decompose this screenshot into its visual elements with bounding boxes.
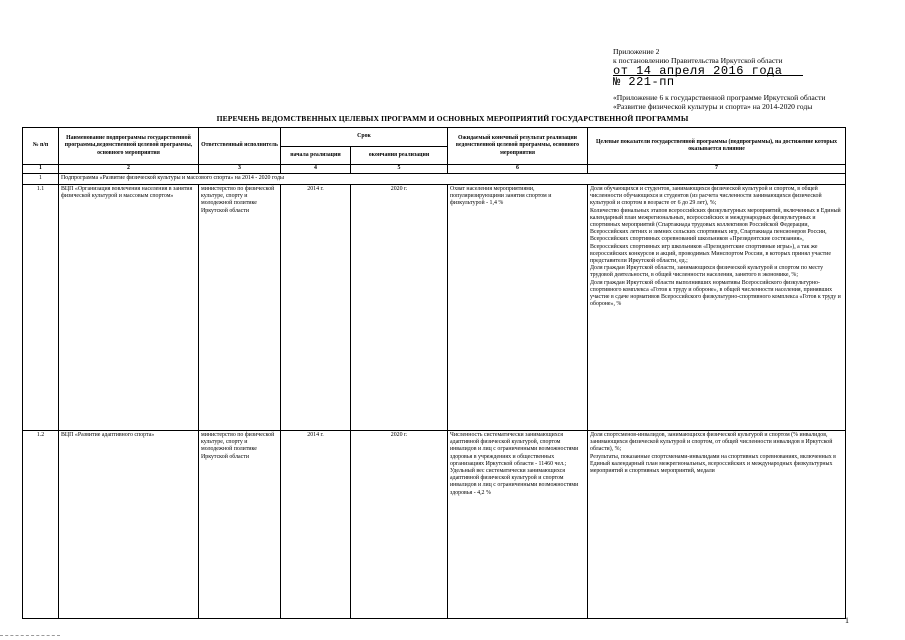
header-row [23,128,846,147]
resolution-number: № 221-пп [613,75,675,89]
col-number: 5 [351,165,448,174]
appendix-label: Приложение 2 [613,47,660,56]
subprogram-title: Подпрограмма «Развитие физической культуры и массового спорта» на 2014 - 2020 годы [59,174,846,185]
indicator-text: Доля граждан Иркутской области выполнивших нормативы Всероссийского физкультурно-спортивного комплекса «Готов к труду и обороне», в общей численности населения, принявших участие в сдаче нормативов Всероссийского физкультурно-спортивного комплекса «Готов к труду и обороне», % [590,279,841,308]
header-executor: Ответственный исполнитель [199,128,281,165]
row-num: 1.2 [23,431,59,619]
row-result: Охват населения мероприятиями, популяризирующими занятия спортом и физкультурой - 1,4 % [448,185,588,431]
row-end: 2020 г. [351,431,448,619]
col-number: 3 [199,165,281,174]
header-period: Срок [281,128,448,147]
row-num: 1.1 [23,185,59,431]
indicator-text: Доля обучающихся и студентов, занимающихся физической культурой и спортом, в общей численности обучающихся и студентов (из расчета численности занимающихся физической культурой и спортом в возрасте от 6 до 29 лет), %; [590,186,822,207]
row-name: ВЦП «Организация вовлечения населения в занятия физической культурой и массовым спортом» [59,185,199,431]
scan-edge-mark [0,635,60,639]
col-number: 7 [588,165,846,174]
resolution-date: от 14 апреля 2016 года [613,67,803,76]
header-result: Ожидаемый конечный результат реализации ведомственной целевой программы, основного мероприятия [448,128,588,165]
subprogram-num: 1 [23,174,59,185]
row-executor: министерство по физической культуре, спорту и молодежной политике Иркутской области [199,185,281,431]
row-indicators [588,431,846,619]
column-numbers-row [23,165,846,174]
row-end: 2020 г. [351,185,448,431]
row-result: Численность систематически занимающихся адаптивной физической культурой, спортом инвалидов и лиц с ограниченными возможностями здоровья в учреждениях и общественных организациях Иркутской области - 11460 чел.; Удельный вес систематически занимающихся адаптивной физической культурой и спортом инвалидов и лиц с ограниченными возможностями здоровья - 4,2 % [448,431,588,619]
col-number: 2 [59,165,199,174]
row-start: 2014 г. [281,431,351,619]
programs-table [22,127,846,619]
program-reference-line2: «Развитие физической культуры и спорта» на 2014-2020 годы [613,102,813,111]
col-number: 4 [281,165,351,174]
program-reference-line1: «Приложение 6 к государственной программе Иркутской области [613,93,826,102]
header-start: начала реализации [281,146,351,165]
header-indicators: Целевые показатели государственной программы (подпрограммы), на достижение которых оказывается влияние [588,128,846,165]
indicator-text: Результаты, показанные спортсменами-инвалидами на спортивных соревнованиях, включенных в Единый календарный план межрегиональных, всероссийских и международных физкультурных мероприятий и спортивных мероприятий, медали [590,453,836,475]
indicator-text: Доля спортсменов-инвалидов, занимающихся физической культурой и спортом (% инвалидов, занимающихся физической культурой и спортом, от общей численности инвалидов в Иркутской области), %; [590,432,833,453]
header-end: окончания реализации [351,146,448,165]
document-title: ПЕРЕЧЕНЬ ВЕДОМСТВЕННЫХ ЦЕЛЕВЫХ ПРОГРАММ И ОСНОВНЫХ МЕРОПРИЯТИЙ ГОСУДАРСТВЕННОЙ ПРОГРАММЫ [216,114,689,123]
row-indicators [588,185,846,431]
indicator-text: Количество финальных этапов всероссийских физкультурных мероприятий, включенных в Единый календарный план межрегиональных, всероссийских и международных физкультурных и спортивных мероприятий (Спартакиада трудовых коллективов Российской Федерации, Всероссийских летних и зимних сельских спортивных игр, Спартакиада пенсионеров России, Всероссийских спортивных соревнований школьников «Президентские состязания», Всероссийских спортивных игр школьников «Президентские спортивные игры»), а так же всероссийских конкурсов и акций, проводимых Минспортом России, в которых принял участие представители Иркутской области, ед.; [590,207,841,265]
col-number: 1 [23,165,59,174]
row-executor: министерство по физической культуре, спорту и молодежной политике Иркутской области [199,431,281,619]
table-row [23,431,846,619]
resolution-reference: к постановлению Правительства Иркутской области [613,56,783,65]
subprogram-row [23,174,846,185]
indicator-text: Доля граждан Иркутской области, занимающихся физической культурой и спортом по месту трудовой деятельности, в общей численности населения, занятого в экономике, %; [590,265,824,279]
header-name: Наименование подпрограммы государственной программы,ведомственной целевой программы, основного мероприятия [59,128,199,165]
document-header [613,47,903,111]
table-row [23,185,846,431]
page-number: 1 [845,616,849,625]
row-start: 2014 г. [281,185,351,431]
header-num: № п/п [23,128,59,165]
col-number: 6 [448,165,588,174]
row-name: ВЦП «Развитие адаптивного спорта» [59,431,199,619]
